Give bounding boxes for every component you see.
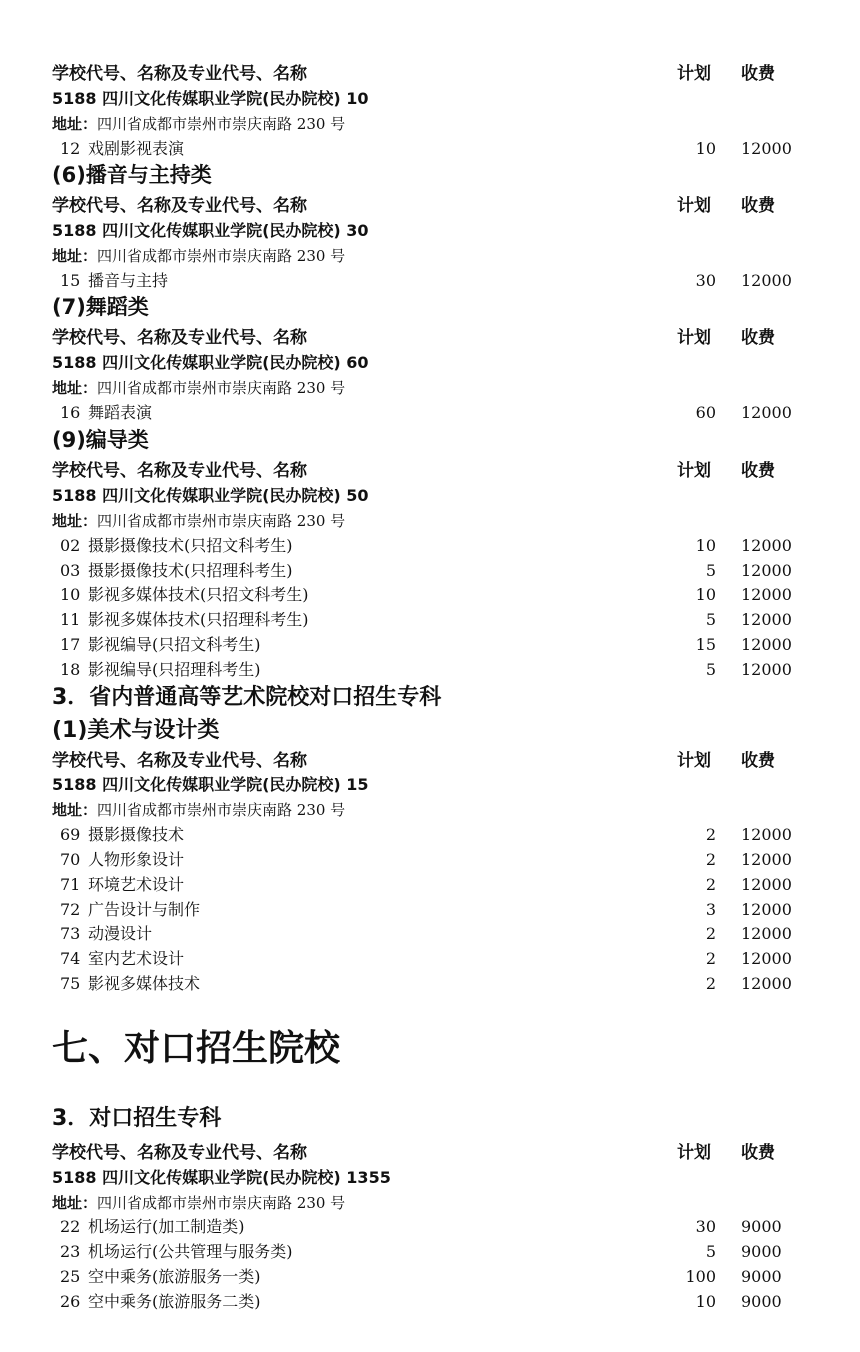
list-item [52, 1240, 860, 1264]
category-title: (1)美术与设计类 [52, 718, 220, 743]
category-title: 3．对口招生专科 [52, 1106, 222, 1131]
major-name: 戏剧影视表演 [88, 139, 185, 158]
major-name: 摄影摄像技术(只招文科考生) [88, 536, 293, 555]
list-item [52, 401, 860, 425]
column-header [52, 459, 860, 483]
fee-value: 12000 [741, 139, 792, 158]
address-label: 地址： [52, 115, 98, 133]
header-label: 学校代号、名称及专业代号、名称 [52, 461, 307, 481]
list-item [52, 1215, 860, 1239]
address-text: 四川省成都市崇州市崇庆南路 230 号 [97, 801, 346, 819]
fee-value: 12000 [741, 900, 792, 919]
major-code: 15 [60, 271, 81, 290]
plan-value: 5 [705, 660, 716, 679]
plan-value: 10 [695, 139, 716, 158]
address-line [52, 376, 860, 400]
plan-value: 2 [705, 825, 716, 844]
list-item [52, 922, 860, 946]
address-label: 地址： [52, 512, 98, 530]
fee-value: 12000 [741, 974, 792, 993]
major-code: 72 [60, 900, 81, 919]
fee-value: 9000 [741, 1267, 782, 1286]
major-code: 22 [60, 1217, 81, 1236]
list-item [52, 534, 860, 558]
major-code: 69 [60, 825, 81, 844]
list-item [52, 873, 860, 897]
plan-value: 10 [695, 585, 716, 604]
major-name: 机场运行(公共管理与服务类) [88, 1242, 293, 1261]
header-label: 学校代号、名称及专业代号、名称 [52, 328, 307, 348]
list-item [52, 269, 860, 293]
plan-value: 2 [705, 974, 716, 993]
school-line: 5188 四川文化传媒职业学院(民办院校) 50 [52, 486, 369, 505]
fee-value: 12000 [741, 271, 792, 290]
column-header [52, 194, 860, 218]
plan-header: 计划 [677, 1143, 711, 1163]
plan-value: 5 [705, 1242, 716, 1261]
plan-header: 计划 [677, 751, 711, 771]
fee-value: 9000 [741, 1242, 782, 1261]
major-name: 播音与主持 [88, 271, 169, 290]
plan-header: 计划 [677, 64, 711, 84]
plan-header: 计划 [677, 196, 711, 216]
major-code: 10 [60, 585, 81, 604]
major-code: 73 [60, 924, 81, 943]
fee-value: 12000 [741, 660, 792, 679]
school-line: 5188 四川文化传媒职业学院(民办院校) 30 [52, 221, 369, 240]
plan-value: 2 [705, 924, 716, 943]
major-name: 空中乘务(旅游服务一类) [88, 1267, 261, 1286]
part-title: 3．省内普通高等艺术院校对口招生专科 [52, 685, 442, 710]
fee-value: 12000 [741, 850, 792, 869]
fee-header: 收费 [741, 751, 775, 771]
chapter-title: 七、对口招生院校 [52, 1028, 341, 1069]
major-name: 机场运行(加工制造类) [88, 1217, 245, 1236]
school-line: 5188 四川文化传媒职业学院(民办院校) 1355 [52, 1168, 391, 1187]
plan-value: 5 [705, 561, 716, 580]
fee-value: 9000 [741, 1292, 782, 1311]
list-item [52, 947, 860, 971]
list-item [52, 898, 860, 922]
category-title: (7)舞蹈类 [52, 295, 149, 319]
category-title: (9)编导类 [52, 428, 149, 452]
address-text: 四川省成都市崇州市崇庆南路 230 号 [97, 1194, 346, 1212]
list-item [52, 559, 860, 583]
major-code: 12 [60, 139, 81, 158]
list-item [52, 658, 860, 682]
list-item [52, 848, 860, 872]
plan-value: 60 [695, 403, 716, 422]
address-label: 地址： [52, 379, 98, 397]
plan-value: 10 [695, 536, 716, 555]
list-item [52, 608, 860, 632]
plan-value: 10 [695, 1292, 716, 1311]
plan-value: 3 [705, 900, 716, 919]
fee-value: 12000 [741, 610, 792, 629]
address-line [52, 1191, 860, 1215]
fee-value: 12000 [741, 585, 792, 604]
column-header [52, 326, 860, 350]
major-code: 17 [60, 635, 81, 654]
fee-header: 收费 [741, 1143, 775, 1163]
major-name: 影视编导(只招文科考生) [88, 635, 261, 654]
major-code: 11 [60, 610, 81, 629]
address-label: 地址： [52, 801, 98, 819]
list-item [52, 1265, 860, 1289]
plan-value: 30 [695, 1217, 716, 1236]
major-code: 70 [60, 850, 81, 869]
fee-header: 收费 [741, 461, 775, 481]
address-line [52, 798, 860, 822]
column-header [52, 62, 860, 86]
major-name: 摄影摄像技术 [88, 825, 185, 844]
plan-header: 计划 [677, 461, 711, 481]
fee-value: 12000 [741, 875, 792, 894]
plan-value: 2 [705, 875, 716, 894]
list-item [52, 583, 860, 607]
major-code: 74 [60, 949, 81, 968]
major-name: 影视编导(只招理科考生) [88, 660, 261, 679]
major-name: 舞蹈表演 [88, 403, 153, 422]
major-name: 影视多媒体技术 [88, 974, 201, 993]
fee-value: 12000 [741, 949, 792, 968]
major-code: 75 [60, 974, 81, 993]
major-code: 26 [60, 1292, 81, 1311]
major-name: 摄影摄像技术(只招理科考生) [88, 561, 293, 580]
address-line [52, 112, 860, 136]
major-name: 室内艺术设计 [88, 949, 185, 968]
major-code: 16 [60, 403, 81, 422]
plan-value: 15 [695, 635, 716, 654]
major-name: 空中乘务(旅游服务二类) [88, 1292, 261, 1311]
column-header [52, 1141, 860, 1165]
address-label: 地址： [52, 1194, 98, 1212]
major-name: 动漫设计 [88, 924, 153, 943]
fee-value: 12000 [741, 825, 792, 844]
plan-value: 30 [695, 271, 716, 290]
list-item [52, 137, 860, 161]
list-item [52, 633, 860, 657]
category-title: (6)播音与主持类 [52, 163, 212, 187]
fee-header: 收费 [741, 328, 775, 348]
plan-value: 2 [705, 949, 716, 968]
major-name: 广告设计与制作 [88, 900, 201, 919]
plan-header: 计划 [677, 328, 711, 348]
major-name: 影视多媒体技术(只招理科考生) [88, 610, 309, 629]
fee-value: 12000 [741, 403, 792, 422]
list-item [52, 1290, 860, 1314]
fee-header: 收费 [741, 196, 775, 216]
major-code: 25 [60, 1267, 81, 1286]
list-item [52, 823, 860, 847]
header-label: 学校代号、名称及专业代号、名称 [52, 64, 307, 84]
major-code: 18 [60, 660, 81, 679]
address-line [52, 244, 860, 268]
school-line: 5188 四川文化传媒职业学院(民办院校) 15 [52, 775, 369, 794]
address-text: 四川省成都市崇州市崇庆南路 230 号 [97, 247, 346, 265]
fee-header: 收费 [741, 64, 775, 84]
list-item [52, 972, 860, 996]
fee-value: 12000 [741, 561, 792, 580]
plan-value: 5 [705, 610, 716, 629]
address-line [52, 509, 860, 533]
address-text: 四川省成都市崇州市崇庆南路 230 号 [97, 379, 346, 397]
major-name: 环境艺术设计 [88, 875, 185, 894]
major-code: 23 [60, 1242, 81, 1261]
school-line: 5188 四川文化传媒职业学院(民办院校) 10 [52, 89, 369, 108]
fee-value: 9000 [741, 1217, 782, 1236]
major-code: 02 [60, 536, 81, 555]
major-code: 71 [60, 875, 81, 894]
address-text: 四川省成都市崇州市崇庆南路 230 号 [97, 115, 346, 133]
fee-value: 12000 [741, 536, 792, 555]
header-label: 学校代号、名称及专业代号、名称 [52, 1143, 307, 1163]
header-label: 学校代号、名称及专业代号、名称 [52, 751, 307, 771]
address-text: 四川省成都市崇州市崇庆南路 230 号 [97, 512, 346, 530]
plan-value: 2 [705, 850, 716, 869]
major-name: 影视多媒体技术(只招文科考生) [88, 585, 309, 604]
major-name: 人物形象设计 [88, 850, 185, 869]
header-label: 学校代号、名称及专业代号、名称 [52, 196, 307, 216]
plan-value: 100 [685, 1267, 716, 1286]
column-header [52, 749, 860, 773]
school-line: 5188 四川文化传媒职业学院(民办院校) 60 [52, 353, 369, 372]
address-label: 地址： [52, 247, 98, 265]
fee-value: 12000 [741, 635, 792, 654]
major-code: 03 [60, 561, 81, 580]
fee-value: 12000 [741, 924, 792, 943]
